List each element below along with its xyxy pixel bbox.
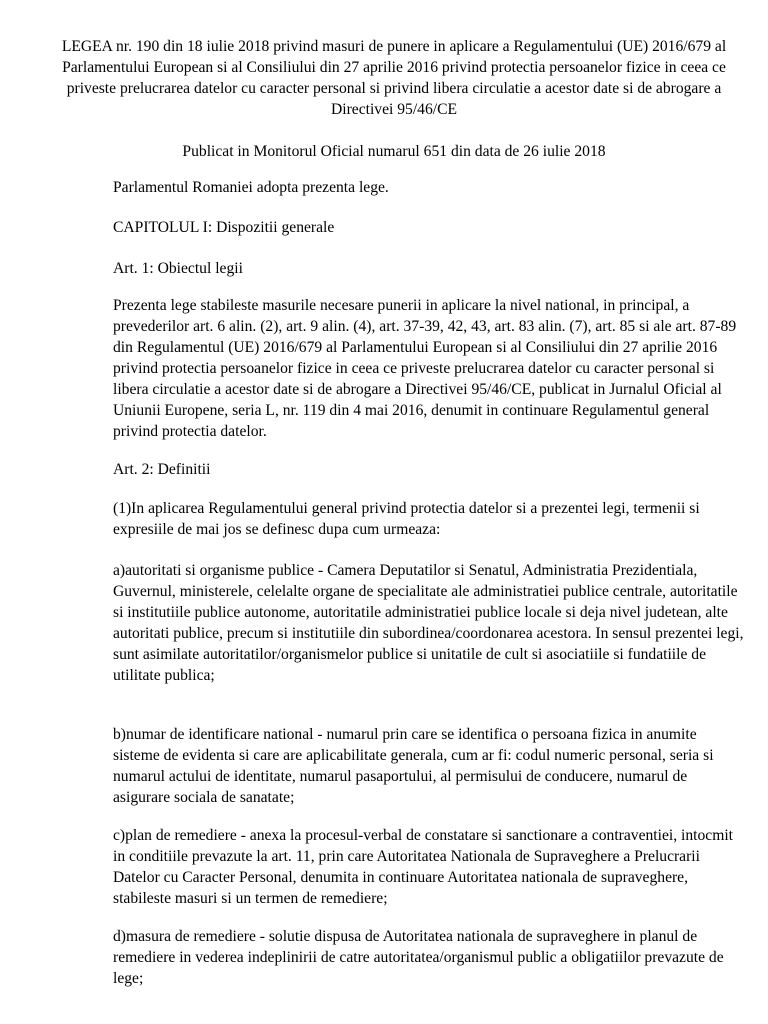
law-title: LEGEA nr. 190 din 18 iulie 2018 privind masuri de punere in aplicare a Regulamentului (UE) 2016/679 al Parlamentului European si al Consiliului din 27 aprilie 2016 privind protectia persoanelor fizice in ceea ce priveste prelucrarea datelor cu caracter personal si privind libera circulatie a acestor date si de abrogare a Directivei 95/46/CE — [61, 38, 727, 118]
chapter-heading: CAPITOLUL I: Dispozitii generale — [113, 219, 335, 236]
article-1-heading: Art. 1: Obiectul legii — [113, 260, 243, 277]
publication-note: Publicat in Monitorul Oficial numarul 651 din data de 26 iulie 2018 — [182, 143, 606, 160]
adoption-statement: Parlamentul Romaniei adopta prezenta lege. — [113, 179, 389, 196]
definition-a: a)autoritati si organisme publice - Camera Deputatilor si Senatul, Administratia Prezidentiala, Guvernul, ministerele, celelalte organe de specialitate ale administratiei publice centrale, autoritatile si institutiile publice autonome, autoritatile administratiei publice locale si deja nivel judetean, alte autoritati publice, precum si institutiile din subordinea/coordonarea acestora. In sensul prezentei legi, sunt asimilate autoritatilor/organismelor publice si unitatile de cult si asociatiile si fundatiile de utilitate publica; — [113, 562, 744, 684]
article-1-text: Prezenta lege stabileste masurile necesare punerii in aplicare la nivel national, in principal, a prevederilor art. 6 alin. (2), art. 9 alin. (4), art. 37-39, 42, 43, art. 83 alin. (7), art. 85 si ale art. 87-89 din Regulamentul (UE) 2016/679 al Parlamentului European si al Consiliului din 27 aprilie 2016 privind protectia persoanelor fizice in ceea ce priveste prelucrarea datelor cu caracter personal si libera circulatie a acestor date si de abrogare a Directivei 95/46/CE, publicat in Jurnalul Oficial al Uniunii Europene, seria L, nr. 119 din 4 mai 2016, denumit in continuare Regulamentul general privind protectia datelor. — [113, 297, 737, 440]
definition-c: c)plan de remediere - anexa la procesul-verbal de constatare si sanctionare a contraventiei, intocmit in conditiile prevazute la art. 11, prin care Autoritatea Nationala de Supraveghere a Prelucrarii Datelor cu Caracter Personal, denumita in continuare Autoritatea nationala de supraveghere, stabileste masuri si un termen de remediere; — [113, 827, 733, 907]
article-2-heading: Art. 2: Definitii — [113, 461, 211, 478]
definition-b: b)numar de identificare national - numarul prin care se identifica o persoana fizica in anumite sisteme de evidenta si care are aplicabilitate generala, cum ar fi: codul numeric personal, seria si numarul actului de identitate, numarul pasaportului, al permisului de conducere, numarul de asigurare sociala de sanatate; — [113, 726, 714, 806]
definition-d: d)masura de remediere - solutie dispusa de Autoritatea nationala de supraveghere in planul de remediere in vederea indeplinirii de catre autoritatea/organismul public a obligatiilor prevazute de lege; — [113, 928, 724, 987]
article-2-intro: (1)In aplicarea Regulamentului general privind protectia datelor si a prezentei legi, termenii si expresiile de mai jos se definesc dupa cum urmeaza: — [113, 500, 700, 538]
